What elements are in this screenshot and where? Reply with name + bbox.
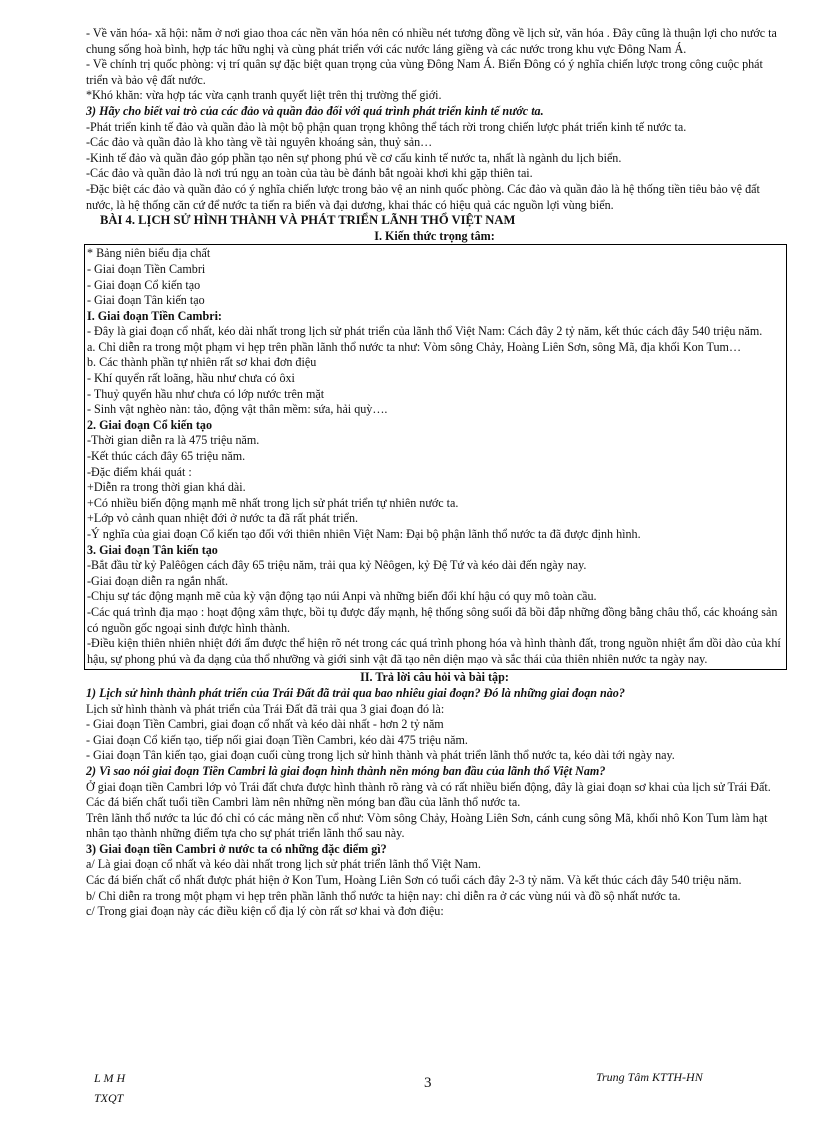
footer-code: TXQT [94, 1091, 124, 1105]
question-2: 2) Vì sao nói giai đoạn Tiền Cambri là giai đoạn hình thành nền móng ban đầu của lãnh thổ Việt Nam? [86, 763, 606, 778]
answer-line: - Giai đoạn Tiền Cambri, giai đoạn cổ nhất và kéo dài nhất - hơn 2 tỷ năm [86, 717, 444, 732]
footer-author: L M H [94, 1071, 126, 1085]
box-line: - Đây là giai đoạn cổ nhất, kéo dài nhất trong lịch sử phát triển của lãnh thổ Việt Nam: Cách đây 2 tỷ năm, kết thúc cách đây 540 triệu năm. [87, 324, 763, 339]
box-line: * Bảng niên biểu địa chất [87, 246, 211, 261]
box-line: -Điều kiện thiên nhiên nhiệt đới ẩm được thể hiện rõ nét trong các quá trình phong hóa và hình thành đất, trong nguồn nhiệt ẩm dồi dào của khí hậu, sự phong phú và đa dạng của thổ nhưỡng và giới sinh vật đã tạo nên diện mạo và sắc thái của thiên nhiên nước ta ngày nay. [87, 636, 781, 666]
island-role-2: -Các đảo và quần đảo là kho tàng về tài nguyên khoáng sản, thuỷ sản… [86, 135, 433, 150]
section-1-title: I. Kiến thức trọng tâm: [374, 228, 495, 243]
box-line: +Diễn ra trong thời gian khá dài. [87, 480, 246, 495]
question-1: 1) Lịch sử hình thành phát triển của Trái Đất đã trải qua bao nhiêu giai đoạn? Đó là những giai đoạn nào? [86, 685, 625, 700]
box-line: - Thuỷ quyển hầu như chưa có lớp nước trên mặt [87, 386, 325, 401]
box-line: -Giai đoạn diễn ra ngắn nhất. [87, 573, 229, 588]
box-line: -Thời gian diễn ra là 475 triệu năm. [87, 433, 260, 448]
box-line: - Giai đoạn Cổ kiến tạo [87, 277, 201, 292]
box-line: -Chịu sự tác động mạnh mẽ của kỳ vận động tạo núi Anpi và những biến đổi khí hậu có quy mô toàn cầu. [87, 589, 597, 604]
answer-line: Ở giai đoạn tiền Cambri lớp vỏ Trái đất chưa được hình thành rõ ràng và có rất nhiều biến động, đây là giai đoạn sơ khai của lịch sử Trái Đất. Các đá biến chất tuổi tiền Cambri làm nên những nền móng ban đầu của lãnh thổ nước ta. [86, 779, 771, 810]
question-3: 3) Giai đoạn tiền Cambri ở nước ta có những đặc điểm gì? [86, 841, 387, 856]
island-role-1: -Phát triển kinh tế đảo và quần đảo là một bộ phận quan trọng không thể tách rời trong chiến lược phát triển kinh tế nước ta. [86, 119, 687, 134]
lesson-title: BÀI 4. LỊCH SỬ HÌNH THÀNH VÀ PHÁT TRIỂN LÃNH THỔ VIỆT NAM [100, 213, 516, 228]
key-knowledge-box [84, 244, 787, 670]
box-line: -Các quá trình địa mạo : hoạt động xâm thực, bồi tụ được đẩy mạnh, hệ thống sông suối đã bồi đắp những đồng bằng châu thổ, các khoáng sản có nguồn gốc ngoại sinh được hình thành. [87, 604, 778, 635]
answer-line: Các đá biến chất cổ nhất được phát hiện ở Kon Tum, Hoàng Liên Sơn có tuổi cách đây 2-3 tỷ năm. Và kết thúc cách đây 540 triệu năm. [86, 873, 742, 888]
answer-line: Lịch sử hình thành và phát triển của Trái Đất đã trải qua 3 giai đoạn đó là: [86, 701, 445, 716]
box-line: -Đặc điểm khái quát : [87, 464, 192, 479]
island-role-5: -Đặc biệt các đảo và quần đảo có ý nghĩa chiến lược trong bảo vệ an ninh quốc phòng. Các đảo và quần đảo là hệ thống tiền tiêu bảo vệ đất nước, là hệ thống căn cứ để nước ta tiến ra biển và đại dương, khai thác có hiệu quả các nguồn lợi vùng biển. [86, 181, 760, 212]
answer-line: - Giai đoạn Cổ kiến tạo, tiếp nối giai đoạn Tiền Cambri, kéo dài 475 triệu năm. [86, 732, 468, 747]
page-number: 3 [424, 1075, 432, 1091]
island-role-3: -Kinh tế đảo và quần đảo góp phần tạo nên sự phong phú về cơ cấu kinh tế nước ta, nhất là ngành du lịch biển. [86, 150, 622, 165]
culture-paragraph: - Về văn hóa- xã hội: nằm ở nơi giao thoa các nền văn hóa nên có nhiều nét tương đồng về lịch sử, văn hóa . Đây cũng là thuận lợi cho nước ta chung sống hoà bình, hợp tác hữu nghị và cùng phát triển với các nước láng giềng và các nước trong khu vực Đông Nam Á. [86, 26, 777, 56]
question-3-heading: 3) Hãy cho biết vai trò của các đảo và quần đảo đối với quá trình phát triển kinh tế nước ta. [86, 103, 544, 118]
box-line: a. Chỉ diễn ra trong một phạm vi hẹp trên phần lãnh thổ nước ta như: Vòm sông Chảy, Hoàng Liên Sơn, sông Mã, địa khối Kon Tum… [87, 339, 742, 354]
answer-line: c/ Trong giai đoạn này các điều kiện cổ địa lý còn rất sơ khai và đơn điệu: [86, 904, 444, 919]
answer-line: - Giai đoạn Tân kiến tạo, giai đoạn cuối cùng trong lịch sử hình thành và phát triển lãnh thổ nước ta, kéo dài tới ngày nay. [86, 748, 675, 763]
defense-paragraph: - Về chính trị quốc phòng: vị trí quân sự đặc biệt quan trọng của vùng Đông Nam Á. Biển Đông có ý nghĩa chiến lược trong công cuộc phát triển và bảo vệ đất nước. [86, 57, 763, 87]
box-line: -Ý nghĩa của giai đoạn Cổ kiến tạo đối với thiên nhiên Việt Nam: Đại bộ phận lãnh thổ nước ta đã được định hình. [87, 527, 641, 541]
footer-left [94, 1068, 125, 1108]
box-line: -Kết thúc cách đây 65 triệu năm. [87, 449, 246, 464]
document-page [86, 26, 783, 920]
difficulty-paragraph: *Khó khăn: vừa hợp tác vừa cạnh tranh quyết liệt trên thị trường thế giới. [86, 88, 442, 103]
answer-line: a/ Là giai đoạn cổ nhất và kéo dài nhất trong lịch sử phát triển lãnh thổ Việt Nam. [86, 857, 481, 872]
answer-line: Trên lãnh thổ nước ta lúc đó chỉ có các mảng nền cổ như: Vòm sông Chảy, Hoàng Liên Sơn, cánh cung sông Mã, khối nhô Kon Tum làm hạt nhân tạo thành những điểm tựa cho sự phát triển lãnh thổ sau này. [86, 810, 768, 841]
box-line: +Lớp vỏ cảnh quan nhiệt đới ở nước ta đã rất phát triển. [87, 511, 359, 526]
section-2-title: II. Trả lời câu hỏi và bài tập: [360, 670, 509, 685]
neo-tectonic-heading: 3. Giai đoạn Tân kiến tạo [87, 542, 218, 557]
paleo-tectonic-heading: 2. Giai đoạn Cổ kiến tạo [87, 417, 212, 432]
footer-center-name: Trung Tâm KTTH-HN [596, 1070, 703, 1084]
box-line: - Sinh vật nghèo nàn: tảo, động vật thân mềm: sứa, hải quỳ…. [87, 402, 388, 417]
box-line: - Giai đoạn Tân kiến tạo [87, 293, 205, 308]
island-role-4: -Các đảo và quần đảo là nơi trú ngụ an toàn của tàu bè đánh bắt ngoài khơi khi gặp thiên tai. [86, 166, 533, 181]
box-line: b. Các thành phần tự nhiên rất sơ khai đơn điệu [87, 355, 317, 370]
box-line: - Khí quyển rất loãng, hầu như chưa có ôxi [87, 371, 295, 386]
box-line: +Có nhiều biến động mạnh mẽ nhất trong lịch sử phát triển tự nhiên nước ta. [87, 495, 459, 510]
precambrian-heading: I. Giai đoạn Tiền Cambri: [87, 308, 222, 323]
box-line: - Giai đoạn Tiền Cambri [87, 261, 206, 276]
box-line: -Bắt đầu từ kỷ Palêôgen cách đây 65 triệu năm, trải qua kỷ Nêôgen, kỷ Đệ Tứ và kéo dài đến ngày nay. [87, 558, 587, 573]
answer-line: b/ Chỉ diễn ra trong một phạm vi hẹp trên phần lãnh thổ nước ta hiện nay: chỉ diễn ra ở các vùng núi và đồ sộ nhất nước ta. [86, 888, 681, 903]
